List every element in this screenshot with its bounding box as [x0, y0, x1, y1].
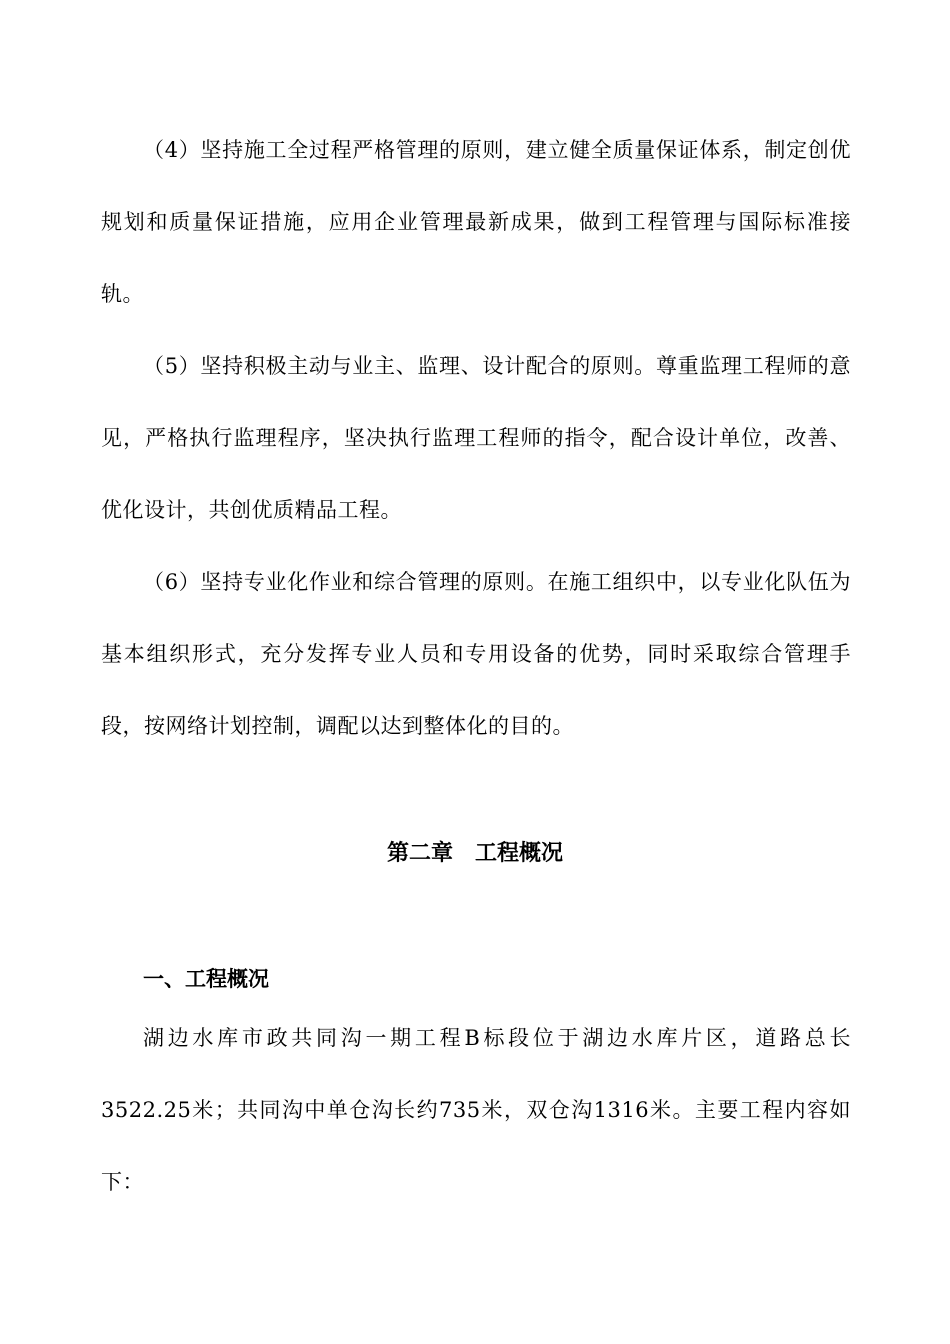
paragraph-principle-6: （6）坚持专业化作业和综合管理的原则。在施工组织中，以专业化队伍为基本组织形式，充分发挥专业人员和专用设备的优势，同时采取综合管理手段，按网络计划控制，调配以达到整体化的目的。 — [101, 570, 851, 738]
paragraph-principle-5: （5）坚持积极主动与业主、监理、设计配合的原则。尊重监理工程师的意见，严格执行监理程序，坚决执行监理工程师的指令，配合设计单位，改善、优化设计，共创优质精品工程。 — [101, 354, 851, 522]
paragraph-project-overview: 湖边水库市政共同沟一期工程B标段位于湖边水库片区，道路总长3522.25米；共同沟中单仓沟长约735米，双仓沟1316米。主要工程内容如下： — [101, 1026, 851, 1194]
paragraph-principle-4: （4）坚持施工全过程严格管理的原则，建立健全质量保证体系，制定创优规划和质量保证措施，应用企业管理最新成果，做到工程管理与国际标准接轨。 — [101, 138, 851, 306]
chapter-heading: 第二章 工程概况 — [386, 841, 563, 866]
section-heading: 一、工程概况 — [143, 967, 269, 991]
